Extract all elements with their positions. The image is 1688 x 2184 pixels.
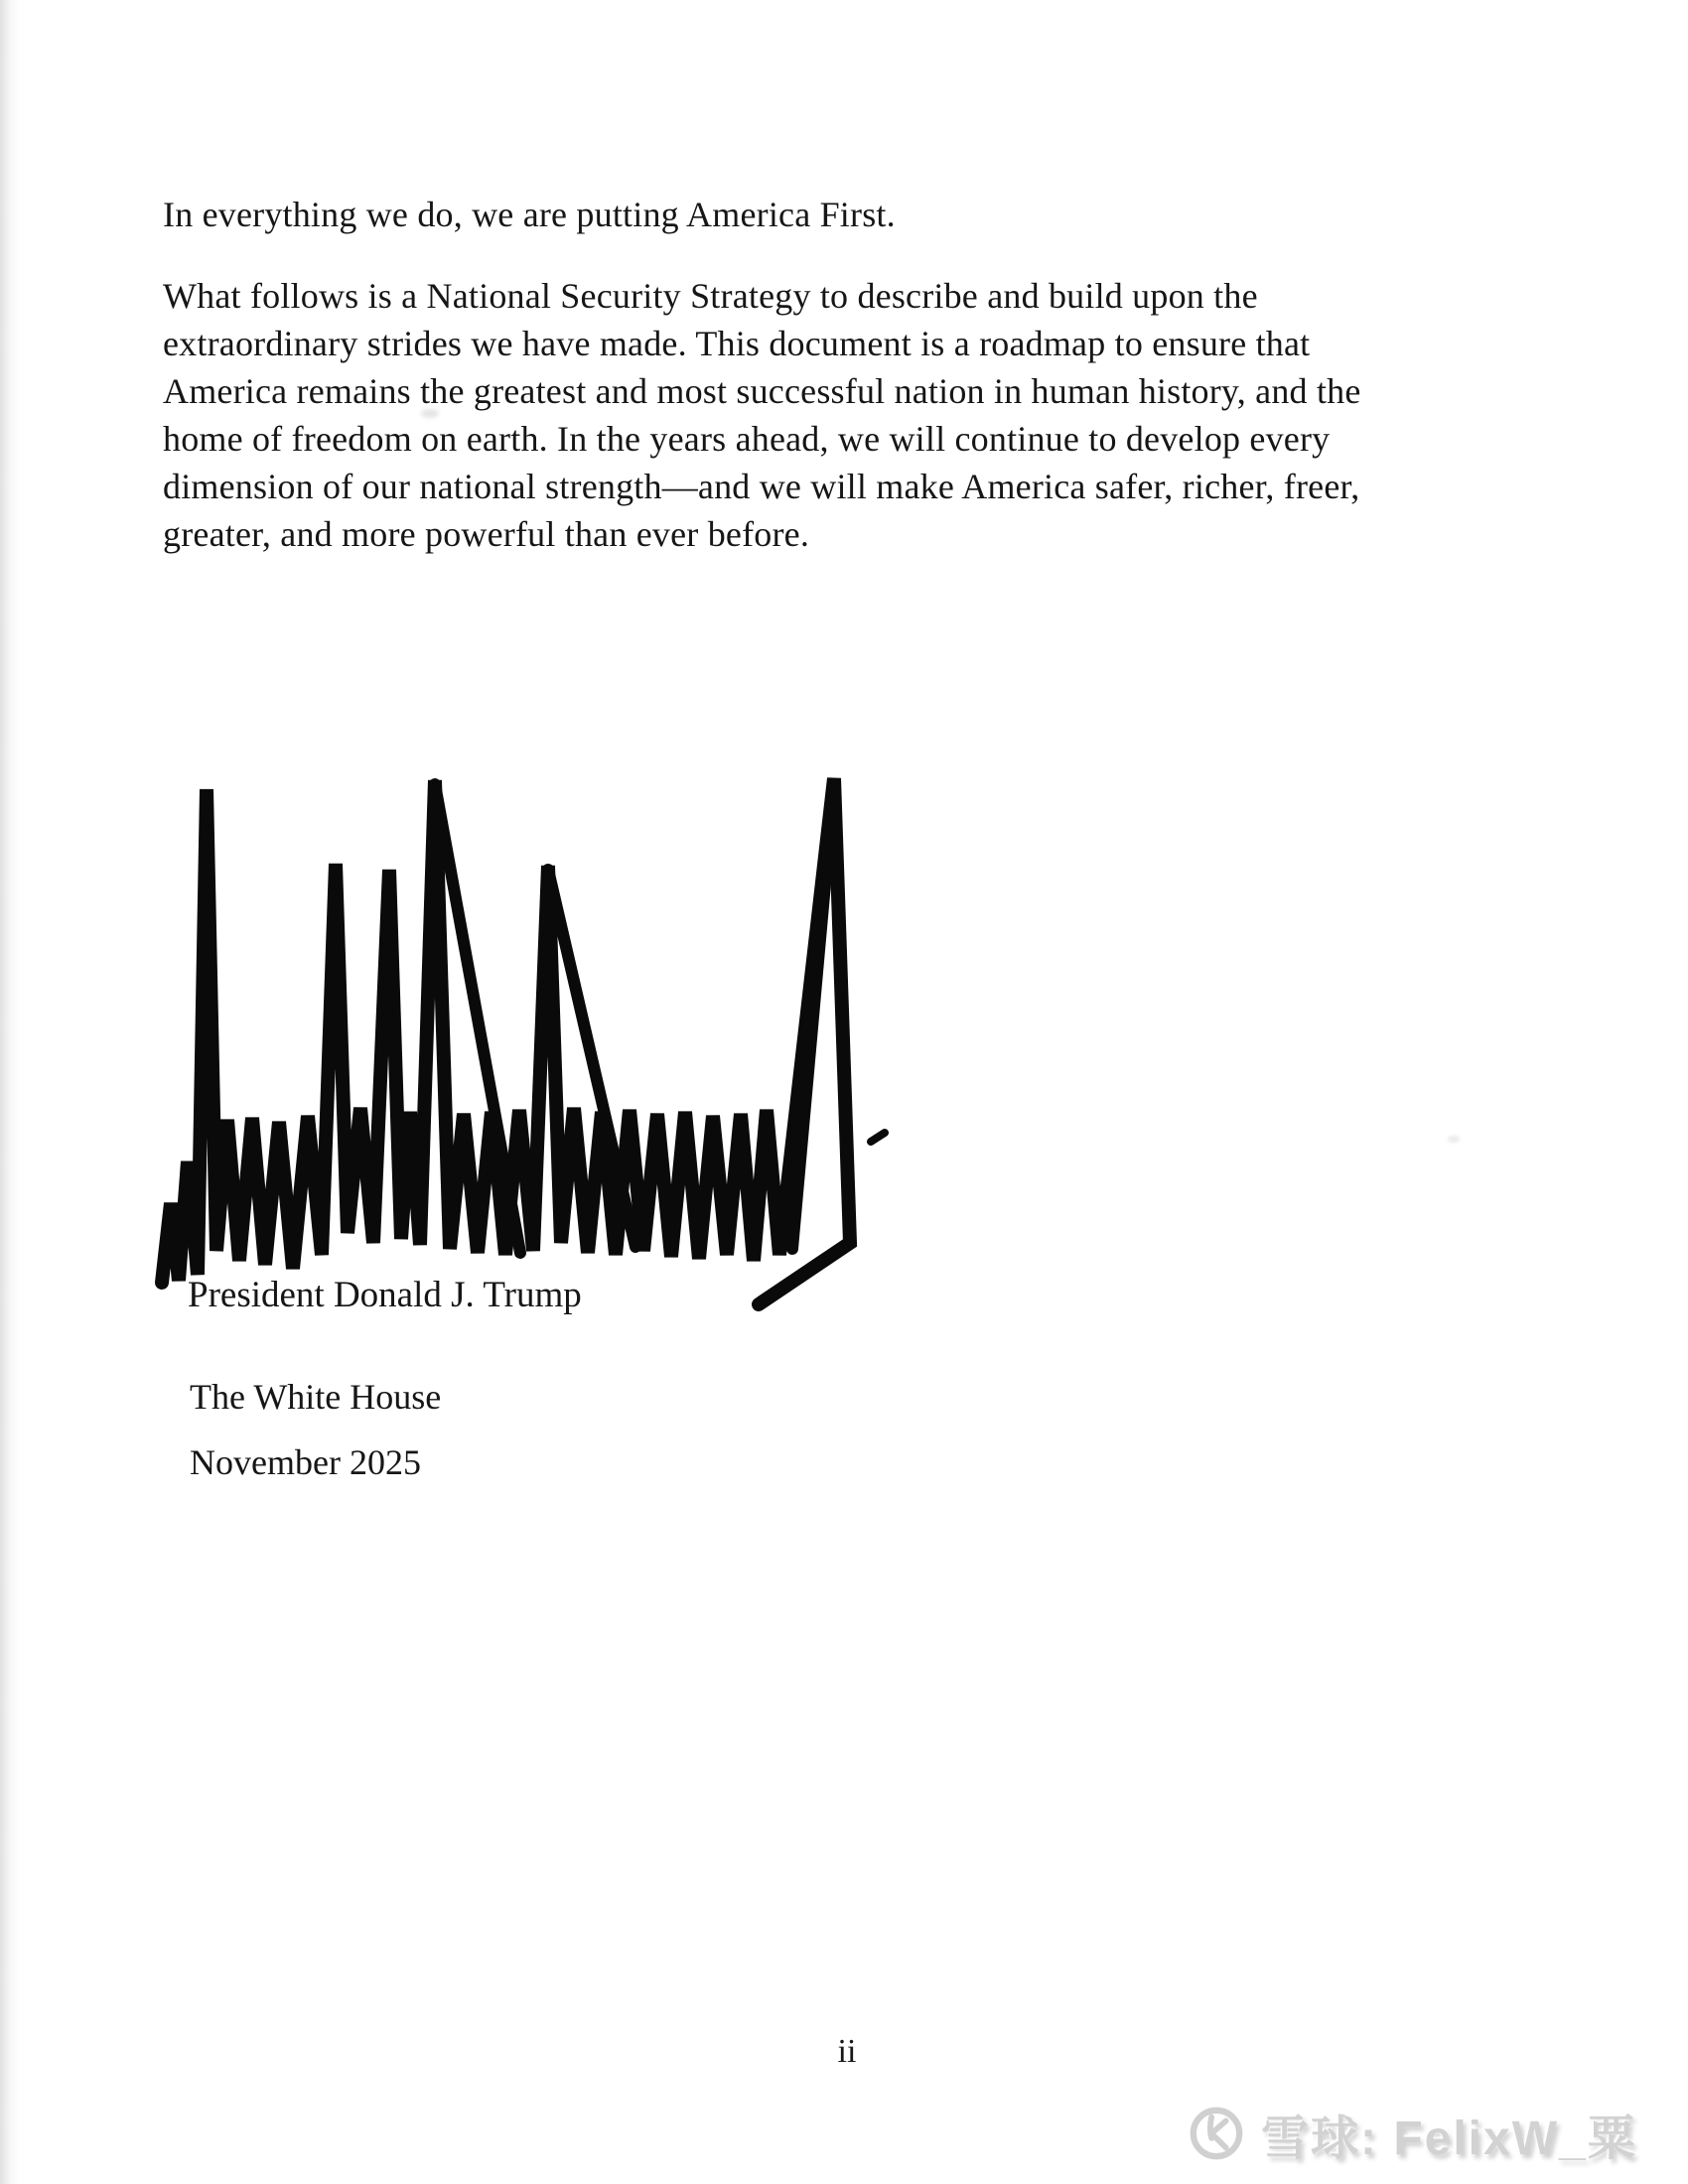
signature-date: November 2025 <box>190 1442 421 1482</box>
scan-smudge <box>421 409 439 418</box>
watermark-text: 雪球: FelixW_粟 <box>1261 2112 1637 2165</box>
text-line: dimension of our national strength—and we will make America safer, richer, freer, <box>163 467 1360 506</box>
scan-edge-shadow <box>0 0 20 2184</box>
text-line: home of freedom on earth. In the years ahead, we will continue to develop every <box>163 419 1331 459</box>
signatory-location: The White House <box>190 1377 442 1417</box>
xueqiu-watermark <box>1188 2099 1637 2168</box>
xueqiu-logo-icon <box>1188 2105 1245 2162</box>
text-line: America remains the greatest and most successful nation in human history, and the <box>163 371 1361 411</box>
paragraph-america-first: In everything we do, we are putting America First. <box>163 195 896 234</box>
signatory-name: President Donald J. Trump <box>188 1275 582 1315</box>
scan-smudge <box>1448 1136 1460 1143</box>
text-line: greater, and more powerful than ever before. <box>163 514 810 554</box>
paragraph-national-security-strategy <box>163 272 1361 558</box>
text-line: extraordinary strides we have made. This document is a roadmap to ensure that <box>163 324 1311 363</box>
text-line: What follows is a National Security Strategy to describe and build upon the <box>163 276 1258 316</box>
page-number: ii <box>837 2033 857 2070</box>
